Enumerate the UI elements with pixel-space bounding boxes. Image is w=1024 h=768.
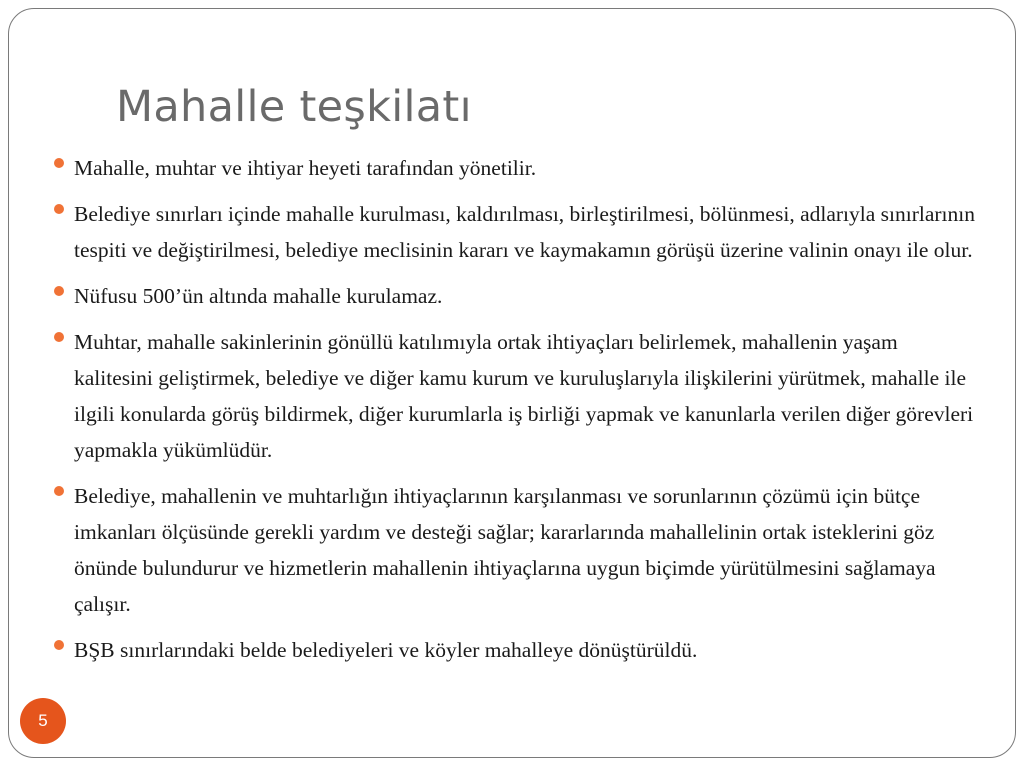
bullet-text: BŞB sınırlarındaki belde belediyeleri ve köyler mahalleye dönüştürüldü. [74, 638, 698, 662]
bullet-item [50, 632, 980, 668]
bullet-text: Muhtar, mahalle sakinlerinin gönüllü katılımıyla ortak ihtiyaçları belirlemek, mahallenin yaşam kalitesini geliştirmek, belediye ve diğer kamu kurum ve kuruluşlarıyla ilişkilerini yürütmek, mahalle ile ilgili konularda görüş bildirmek, diğer kurumlarla iş birliği yapmak ve kanunlarla verilen diğer görevleri yapmakla yükümlüdür. [74, 330, 974, 462]
bullet-item [50, 278, 980, 314]
bullet-dot-icon [54, 640, 64, 650]
bullet-dot-icon [54, 332, 64, 342]
bullet-dot-icon [54, 158, 64, 168]
bullet-text: Belediye, mahallenin ve muhtarlığın ihtiyaçlarının karşılanması ve sorunlarının çözümü için bütçe imkanları ölçüsünde gerekli yardım ve desteği sağlar; kararlarında mahallelinin ortak isteklerini göz önünde bulundurur ve hizmetlerin mahallenin ihtiyaçlarına uygun biçimde yürütülmesini sağlamaya çalışır. [74, 484, 936, 616]
bullet-item [50, 478, 980, 622]
bullet-text: Belediye sınırları içinde mahalle kurulması, kaldırılması, birleştirilmesi, bölünmesi, adlarıyla sınırlarının tespiti ve değiştirilmesi, belediye meclisinin kararı ve kaymakamın görüşü üzerine valinin onayı ile olur. [74, 202, 975, 262]
bullet-dot-icon [54, 486, 64, 496]
bullet-text: Nüfusu 500’ün altında mahalle kurulamaz. [74, 284, 443, 308]
bullet-list [50, 150, 980, 678]
bullet-item [50, 150, 980, 186]
page-number-badge: 5 [20, 698, 66, 744]
bullet-dot-icon [54, 204, 64, 214]
bullet-dot-icon [54, 286, 64, 296]
slide-title: Mahalle teşkilatı [116, 82, 472, 132]
bullet-text: Mahalle, muhtar ve ihtiyar heyeti tarafından yönetilir. [74, 156, 537, 180]
bullet-item [50, 196, 980, 268]
bullet-item [50, 324, 980, 468]
